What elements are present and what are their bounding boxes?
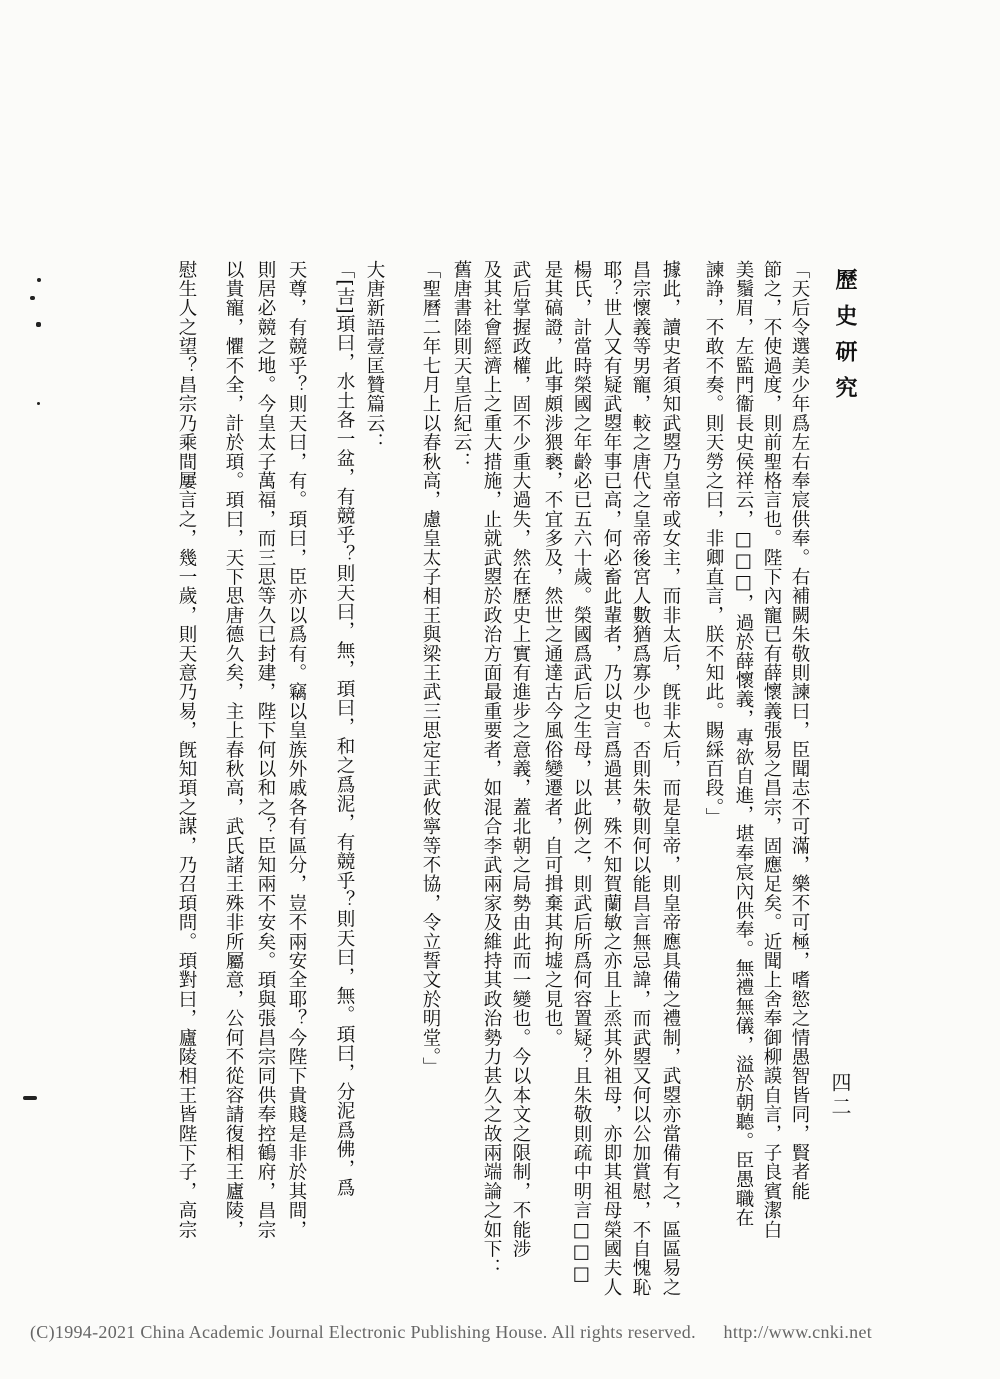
scan-speck [23, 1096, 37, 1100]
text-column: 慰生人之望？昌宗乃乘間屢言之，幾一歲，則天意乃易，旣知頊之謀，乃召頊問。頊對曰，廬陵相王皆陛下子，高宗 [176, 260, 197, 1240]
text-column: 楊氏，計當時榮國之年齡必已五六十歲。榮國爲武后之生母，以此例之，則武后所爲何容置疑？且朱敬則疏中明言□□□ [571, 260, 592, 1286]
scan-speck [37, 278, 41, 282]
text-column: 節之，不使過度，則前聖格言也。陛下內寵已有薛懷義張易之昌宗，固應足矣。近聞上舍奉御柳謨自言，子良賓潔白 [761, 260, 782, 1240]
scan-speck [30, 296, 35, 300]
text-column: 大唐新語壹匡贊篇云： [364, 260, 385, 452]
text-column: 以貴寵，懼不全，計於頊。頊曰，天下思唐德久矣，主上春秋高，武氏諸王殊非所屬意，公何不從容請復相王廬陵， [223, 260, 244, 1240]
text-column: 據此，讀史者須知武曌乃皇帝或女主，而非太后，旣非太后，而是皇帝，則皇帝應具備之禮制，武曌亦當備有之，區區易之 [660, 260, 681, 1297]
copyright-footer [30, 1322, 980, 1343]
text-column: 昌宗懷義等男寵，較之唐代之皇帝後宮人數猶爲寡少也。否則朱敬則何以能昌言無忌諱，而武曌又何以公加賞慰，不自愧恥 [630, 260, 651, 1297]
journal-title: 歷史研究 [832, 268, 858, 412]
text-column: 耶？世人又有疑武曌年事已高，何必畜此輩者，乃以史言爲過甚，殊不知賀蘭敏之亦且上烝其外祖母，亦即其祖母榮國夫人 [601, 260, 622, 1297]
cnki-url[interactable]: http://www.cnki.net [723, 1322, 873, 1342]
text-column: 美鬚眉，左監門衞長史侯祥云，□□□，過於薛懷義，專欲自進，堪奉宸內供奉。無禮無儀，溢於朝聽。臣愚職在 [733, 260, 754, 1228]
text-column: 舊唐書陸則天皇后紀云： [451, 260, 472, 472]
copyright-text: (C)1994-2021 China Academic Journal Electronic Publishing House. All rights reserved. [30, 1322, 696, 1342]
scan-speck [37, 402, 40, 405]
text-column: 「[吉]頊曰，水土各一盆，有競乎？則天曰，無，頊曰，和之爲泥，有競乎？則天曰，無。頊曰，分泥爲佛，爲 [334, 260, 355, 1198]
text-column: 「聖曆二年七月上以春秋高，慮皇太子相王與梁王武三思定王武攸寧等不協，令立誓文於明堂。」 [420, 260, 441, 1077]
text-column: 及其社會經濟上之重大措施，止就武曌於政治方面最重要者，如混合李武兩家及維持其政治勢力甚久之故兩端論之如下： [481, 260, 502, 1278]
text-column: 天尊，有競乎？則天曰，有。頊曰，臣亦以爲有。竊以皇族外戚各有區分，豈不兩安全耶？今陛下貴賤是非於其間， [286, 260, 307, 1240]
text-column: 武后掌握政權，固不少重大過失，然在歷史上實有進步之意義，蓋北朝之局勢由此而一變也。今以本文之限制，不能涉 [510, 260, 531, 1259]
page-number: 四二 [828, 1072, 852, 1120]
text-column: 則居必競之地。今皇太子萬福，而三思等久已封建，陛下何以和之？臣知兩不安矣。頊與張昌宗同供奉控鶴府，昌宗 [255, 260, 276, 1240]
text-column: 諫諍，不敢不奏。則天勞之曰，非卿直言，朕不知此。賜綵百段。」 [703, 260, 724, 827]
text-column: 是其碻證，此事頗涉猥褻，不宜多及，然世之通達古今風俗變遷者，自可揖棄其拘墟之見也。 [542, 260, 563, 1048]
text-column: 「天后令選美少年爲左右奉宸供奉。右補闕朱敬則諫曰，臣聞志不可滿，樂不可極，嗜慾之情愚智皆同，賢者能 [789, 260, 810, 1201]
scan-speck [36, 322, 41, 327]
